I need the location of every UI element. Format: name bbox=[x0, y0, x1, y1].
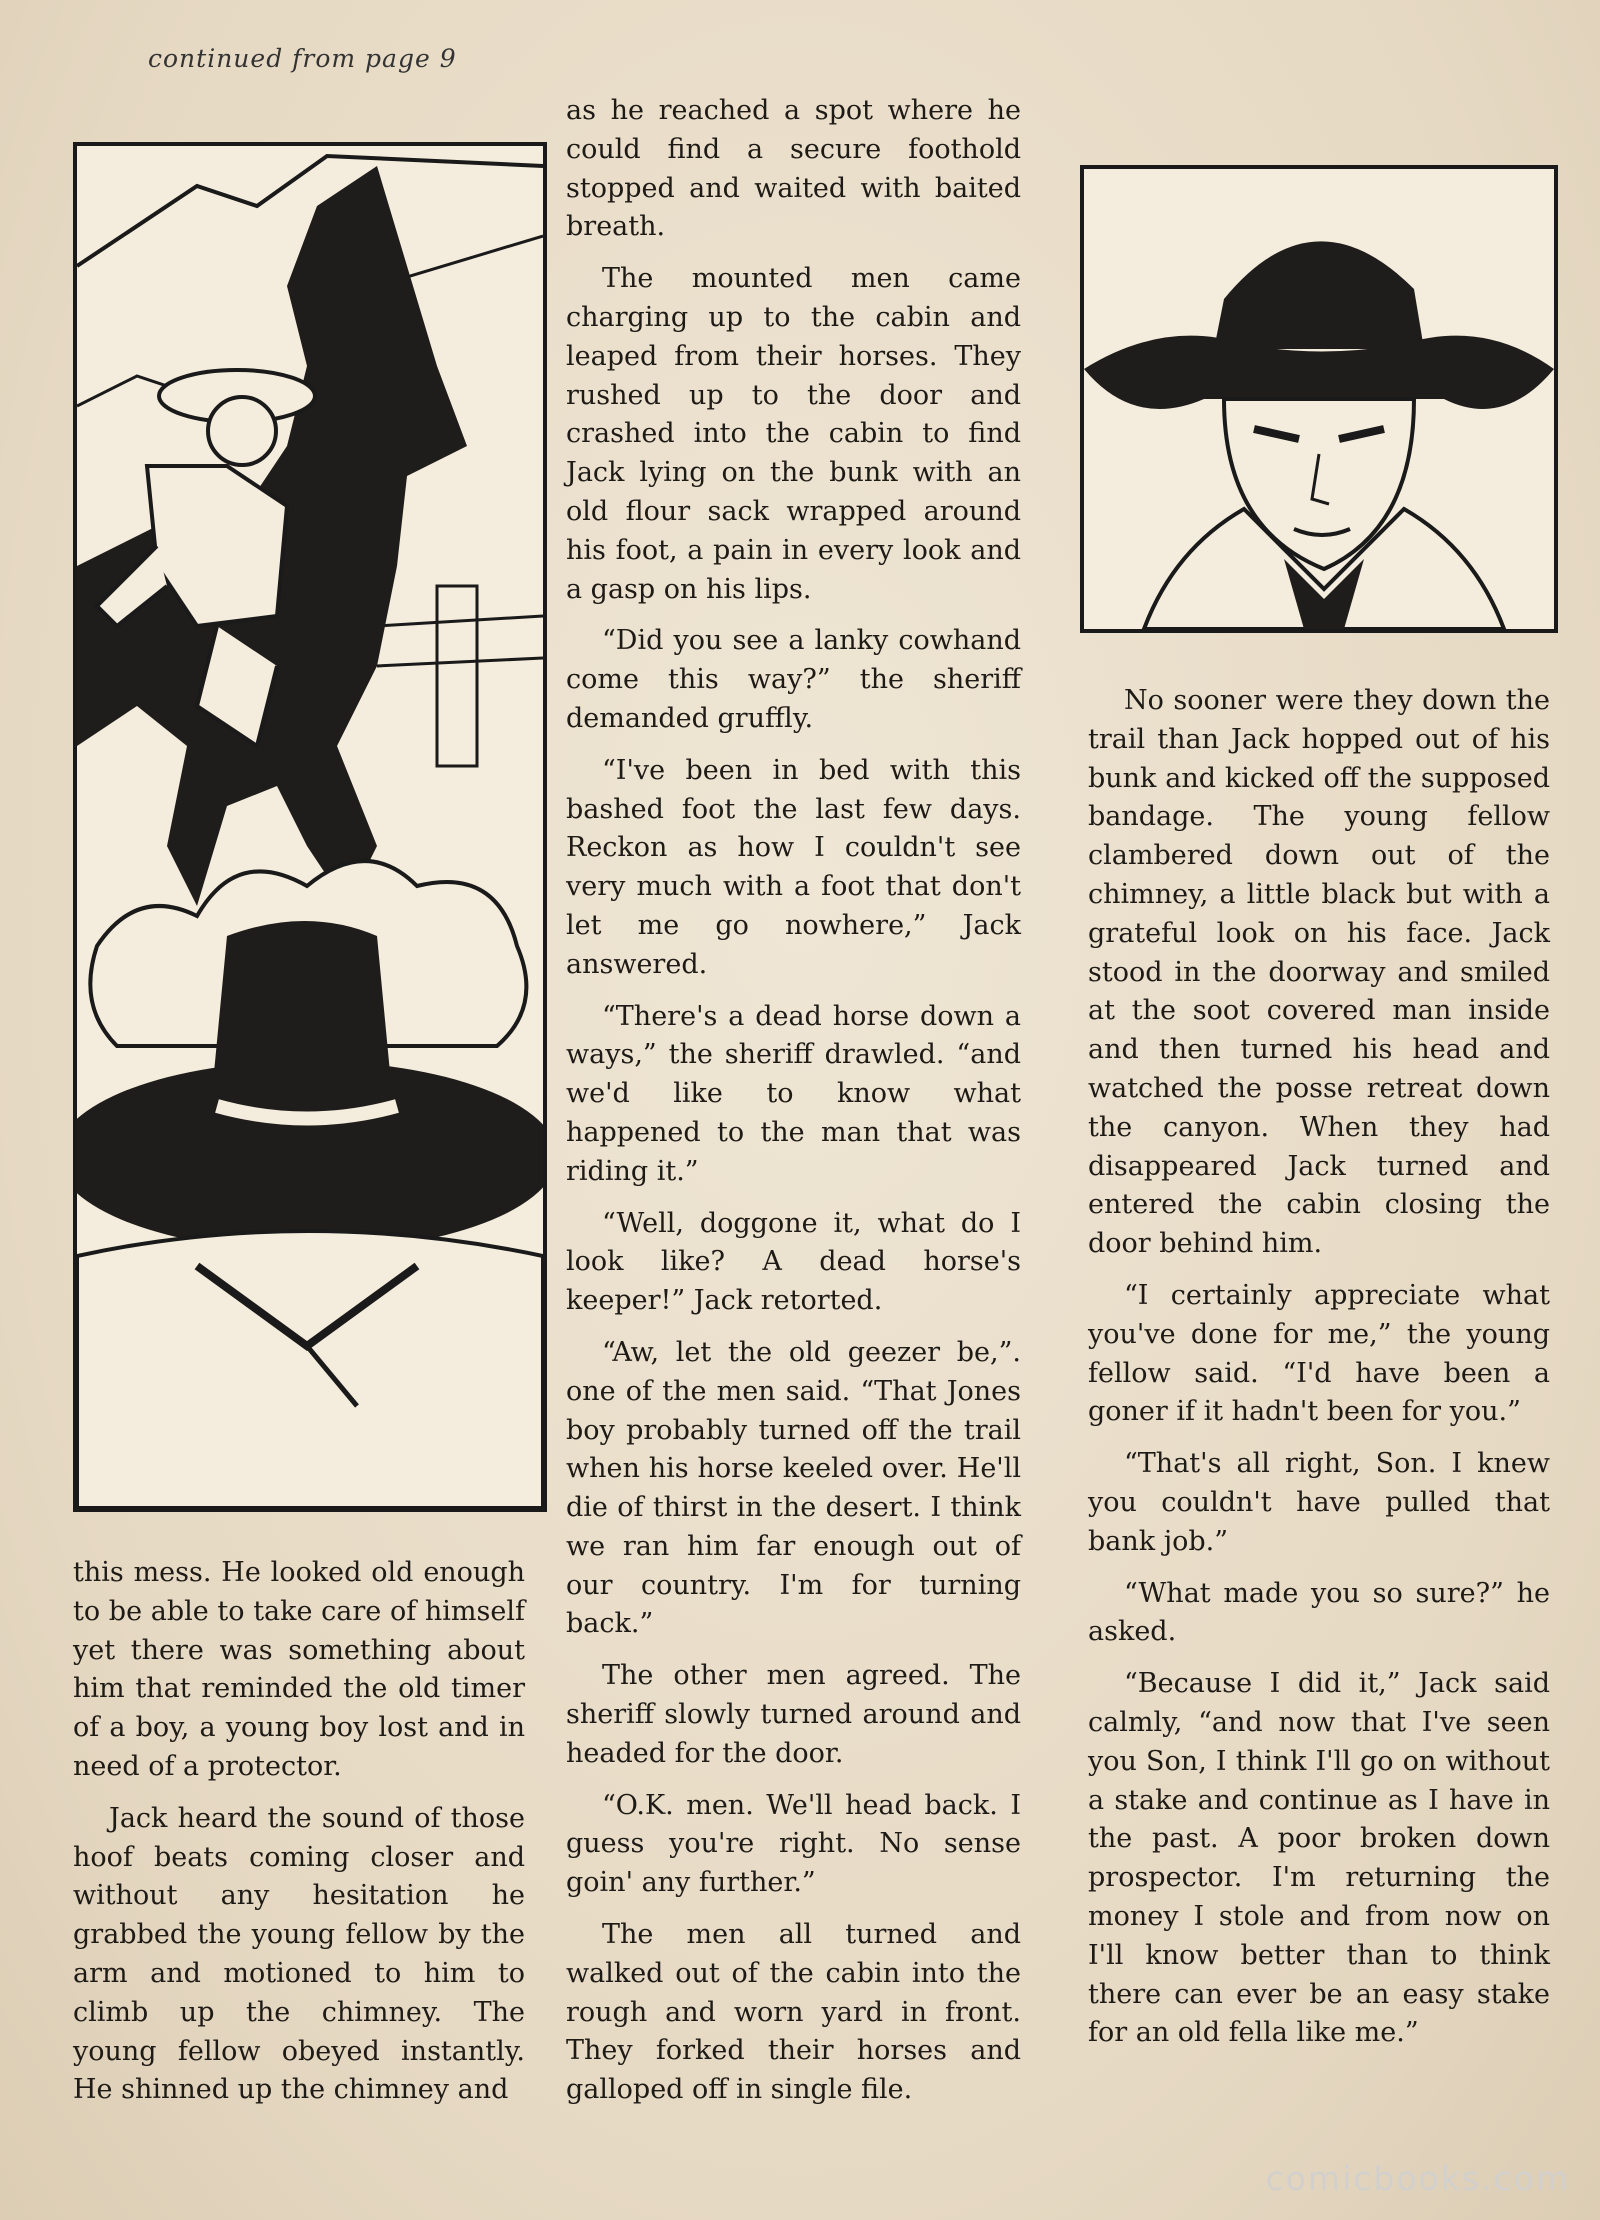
paragraph: The other men agreed. The sheriff slowly turned around and headed for the door. bbox=[566, 1660, 1021, 1769]
page-header: continued from page 9 bbox=[148, 44, 457, 73]
paragraph: “Did you see a lanky cowhand come this way?” the sheriff demanded gruffly. bbox=[566, 625, 1021, 734]
paragraph: “What made you so sure?” he asked. bbox=[1088, 1577, 1550, 1648]
paragraph: “I certainly appreciate what you've done for me,” the young fellow said. “I'd have been a goner if it hadn't been for you.” bbox=[1088, 1279, 1550, 1428]
paragraph: No sooner were they down the trail than Jack hopped out of his bunk and kicked off the supposed bandage. The young fellow clambered down out of the chimney, a little black but with a grateful look on his face. Jack stood in the doorway and smiled at the soot covered man inside and then turned his head and watched the posse retreat down the canyon. When they had disappeared Jack turned and entered the cabin closing the door behind him. bbox=[1088, 685, 1550, 1260]
watermark: comicbooks.com bbox=[1265, 2159, 1570, 2198]
rider-horse-drawing bbox=[77, 146, 543, 1508]
paragraph: “O.K. men. We'll head back. I guess you're right. No sense goin' any further.” bbox=[566, 1789, 1021, 1899]
paragraph: The mounted men came charging up to the cabin and leaped from their horses. They rushed up to the door and crashed into the cabin to find Jack lying on the bunk with an old flour sack wrapped around his foot, a pain in every look and a gasp on his lips. bbox=[566, 263, 1021, 605]
paragraph: this mess. He looked old enough to be able to take care of himself yet there was something about him that reminded the old timer of a boy, a young boy lost and in need of a protector. bbox=[73, 1557, 525, 1782]
paragraph: “Because I did it,” Jack said calmly, “and now that I've seen you Son, I think I'll go on without a stake and continue as I have in the past. A poor broken down prospector. I'm returning the money I stole and from now on I'll know better than to think there can ever be an easy stake for an old fella like me.” bbox=[1088, 1668, 1550, 2049]
paragraph: “Aw, let the old geezer be,”. one of the men said. “That Jones boy probably turned off the trail when his horse keeled over. He'll die of thirst in the desert. I think we ran him far enough out of our country. I'm for turning back.” bbox=[566, 1336, 1021, 1640]
text-column-1 bbox=[73, 1554, 525, 2123]
paragraph: “Well, doggone it, what do I look like? A dead horse's keeper!” Jack retorted. bbox=[566, 1207, 1021, 1317]
text-column-3 bbox=[1088, 682, 1550, 2066]
paragraph: “That's all right, Son. I knew you couldn't have pulled that bank job.” bbox=[1088, 1448, 1550, 1557]
cowboy-portrait-drawing bbox=[1084, 169, 1554, 629]
paragraph: “There's a dead horse down a ways,” the sheriff drawled. “and we'd like to know what happened to the man that was riding it.” bbox=[566, 1000, 1021, 1187]
text-column-2 bbox=[566, 92, 1021, 2123]
paragraph: “I've been in bed with this bashed foot the last few days. Reckon as how I couldn't see very much with a foot that don't let me go nowhere,” Jack answered. bbox=[566, 754, 1021, 980]
illustration-rider-and-horse bbox=[73, 142, 547, 1512]
paragraph: as he reached a spot where he could find a secure foothold stopped and waited with baited breath. bbox=[566, 95, 1021, 243]
paragraph: Jack heard the sound of those hoof beats coming closer and without any hesitation he grabbed the young fellow by the arm and motioned to him to climb up the chimney. The young fellow obeyed instantly. He shinned up the chimney and bbox=[73, 1802, 525, 2106]
illustration-cowboy-portrait bbox=[1080, 165, 1558, 633]
paragraph: The men all turned and walked out of the cabin into the rough and worn yard in front. They forked their horses and galloped off in single file. bbox=[566, 1919, 1021, 2106]
